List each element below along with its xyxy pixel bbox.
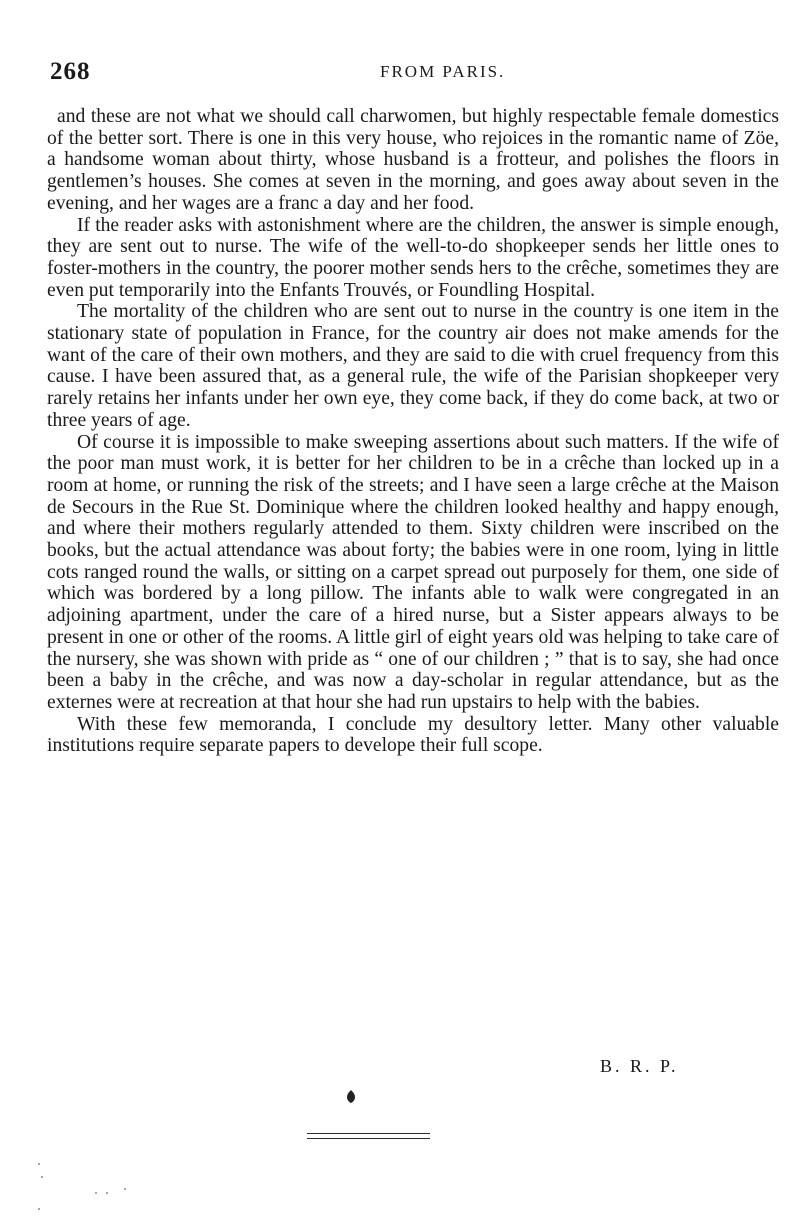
running-head [50, 58, 780, 86]
paragraph-2: If the reader asks with astonishment where are the children, the answer is simple enough, they are sent out to nurse. The wife of the well-to-do shopkeeper sends her little ones to foster-mothers in the country, the poorer mother sends hers to the crêche, sometimes they are even put temporarily into the Enfants Trouvés, or Foundling Hospital. [47, 214, 779, 301]
paper-speck [124, 1188, 126, 1190]
paragraph-4: Of course it is impossible to make sweeping assertions about such matters. If the wife of the poor man must work, it is better for her children to be in a crêche than locked up in a room at home, or running the risk of the streets; and I have seen a large crêche at the Maison de Secours in the Rue St. Dominique where the children looked healthy and happy enough, and where their mothers regularly attended to them. Sixty children were inscribed on the books, but the actual attendance was about forty; the babies were in one room, lying in little cots ranged round the walls, or sitting on a carpet spread out purposely for them, one side of which was bordered by a long pillow. The infants able to walk were congregated in an adjoining apartment, under the care of a hired nurse, but a Sister appears always to be present in one or other of the rooms. A little girl of eight years old was helping to take care of the nursery, she was shown with pride as “ one of our children ; ” that is to say, she had once been a baby in the crêche, and was now a day-scholar in regular attendance, but as the externes were at recreation at that hour she had run upstairs to help with the babies. [47, 431, 779, 713]
running-title: FROM PARIS. [380, 62, 506, 81]
section-rule-bottom [307, 1138, 430, 1139]
author-signature: B. R. P. [600, 1056, 679, 1076]
section-rule-top [307, 1133, 430, 1134]
body-text [47, 106, 779, 757]
paper-speck [38, 1163, 40, 1165]
paper-speck [38, 1208, 40, 1210]
ornament-icon [346, 1090, 356, 1103]
page-number: 268 [50, 58, 91, 85]
paragraph-1: and these are not what we should call charwomen, but highly respectable female domestics of the better sort. There is one in this very house, who rejoices in the romantic name of Zöe, a handsome woman about thirty, whose husband is a frotteur, and polishes the floors in gentlemen’s houses. She comes at seven in the morning, and goes away about seven in the evening, and her wages are a franc a day and her food. [47, 106, 779, 214]
paper-speck [41, 1176, 43, 1178]
paragraph-3: The mortality of the children who are sent out to nurse in the country is one item in the stationary state of population in France, for the country air does not make amends for the want of the care of their own mothers, and they are said to die with cruel frequency from this cause. I have been assured that, as a general rule, the wife of the Parisian shopkeeper very rarely retains her infants under her own eye, they come back, if they do come back, at two or three years of age. [47, 301, 779, 431]
paper-speck [95, 1192, 97, 1194]
paragraph-5: With these few memoranda, I conclude my desultory letter. Many other valuable institutions require separate papers to develope their full scope. [47, 713, 779, 757]
paper-speck [106, 1192, 108, 1194]
